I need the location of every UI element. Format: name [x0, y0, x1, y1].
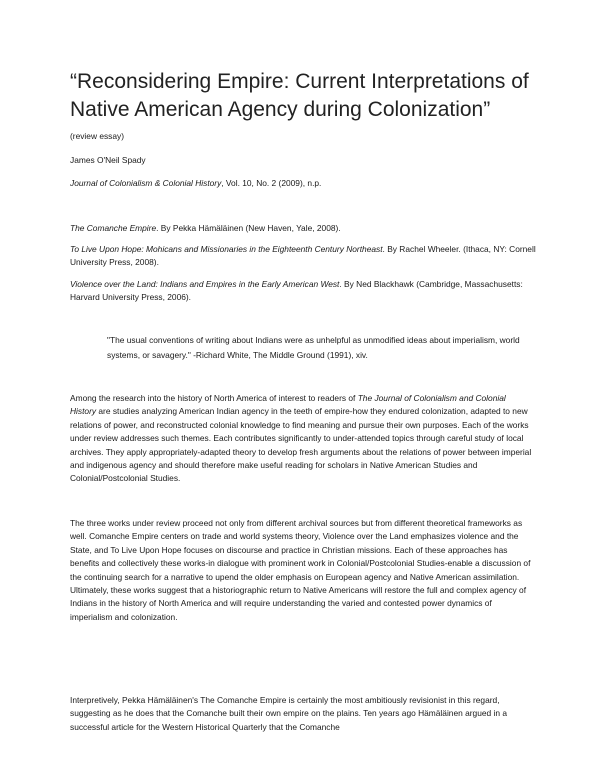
paragraph-1	[70, 392, 532, 486]
book-info: . By Ned Blackhawk (Cambridge, Massachusetts: Harvard University Press, 2006).	[70, 279, 523, 303]
book-citation-1	[70, 222, 540, 235]
book-title: To Live Upon Hope: Mohicans and Missionaries in the Eighteenth Century Northeast	[70, 244, 383, 254]
journal-details: , Vol. 10, No. 2 (2009), n.p.	[221, 178, 322, 188]
book-citation-2	[70, 243, 540, 270]
paragraph-2: The three works under review proceed not only from different archival sources but from different theoretical frameworks as well. Comanche Empire centers on trade and world systems theory, Violence over the Land emphasizes violence and the State, and To Live Upon Hope focuses on discourse and practice in Christian missions. Each of these approaches has benefits and collectively these works-in dialogue with prominent work in Colonial/Postcolonial Studies-enable a discussion of the continuing search for a narrative to upend the older emphasis on European agency and Native American assimilation. Ultimately, these works suggest that a historiographic return to Native Americans will restore the full and complex agency of Indians in the history of North America and will require understanding the varied and contested power dynamics of imperialism and colonization.	[70, 518, 531, 622]
author: James O'Neil Spady	[70, 155, 146, 165]
journal-citation	[70, 178, 321, 190]
journal-name: Journal of Colonialism & Colonial History	[70, 178, 222, 188]
paragraph-3: Interpretively, Pekka Hämäläinen's The Comanche Empire is certainly the most ambitiously revisionist in this regard, suggesting as he does that the Comanche built their own empire on the plains. Ten years ago Hämäläinen argued in a successful article for the Western Historical Quarterly that the Comanche	[70, 695, 508, 732]
journal-reference: The Journal of Colonialism and Colonial History	[70, 393, 506, 417]
paragraph-1-rest: are studies analyzing American Indian agency in the teeth of empire-how they endured colonization, adapted to new relations of power, and reconstructed colonial knowledge to find meaning and pursue their own purposes. Each of the works under review addresses such themes. Each contributes significantly to under-attended topics through careful study of local archives. They apply appropriately-adapted theory to develop fresh arguments about the relations of power between imperial and indigenous agency and should therefore make useful reading for scholars in Native American Studies and Colonial/Postcolonial Studies.	[70, 406, 532, 484]
paragraph-1-start: Among the research into the history of North America of interest to readers of	[70, 393, 358, 403]
book-info: . By Rachel Wheeler. (Ithaca, NY: Cornell University Press, 2008).	[70, 244, 536, 268]
book-title: The Comanche Empire	[70, 223, 157, 233]
book-info: . By Pekka Hämäläinen (New Haven, Yale, 2008).	[156, 223, 341, 233]
subtitle: (review essay)	[70, 131, 124, 141]
book-citation-3	[70, 278, 540, 305]
book-title: Violence over the Land: Indians and Empires in the Early American West	[70, 279, 340, 289]
article-title: “Reconsidering Empire: Current Interpretations of Native American Agency during Colonization”	[70, 70, 529, 121]
epigraph-quote: "The usual conventions of writing about Indians were as unhelpful as unmodified ideas about imperialism, world systems, or savagery." -Richard White, The Middle Ground (1991), xiv.	[107, 335, 520, 360]
